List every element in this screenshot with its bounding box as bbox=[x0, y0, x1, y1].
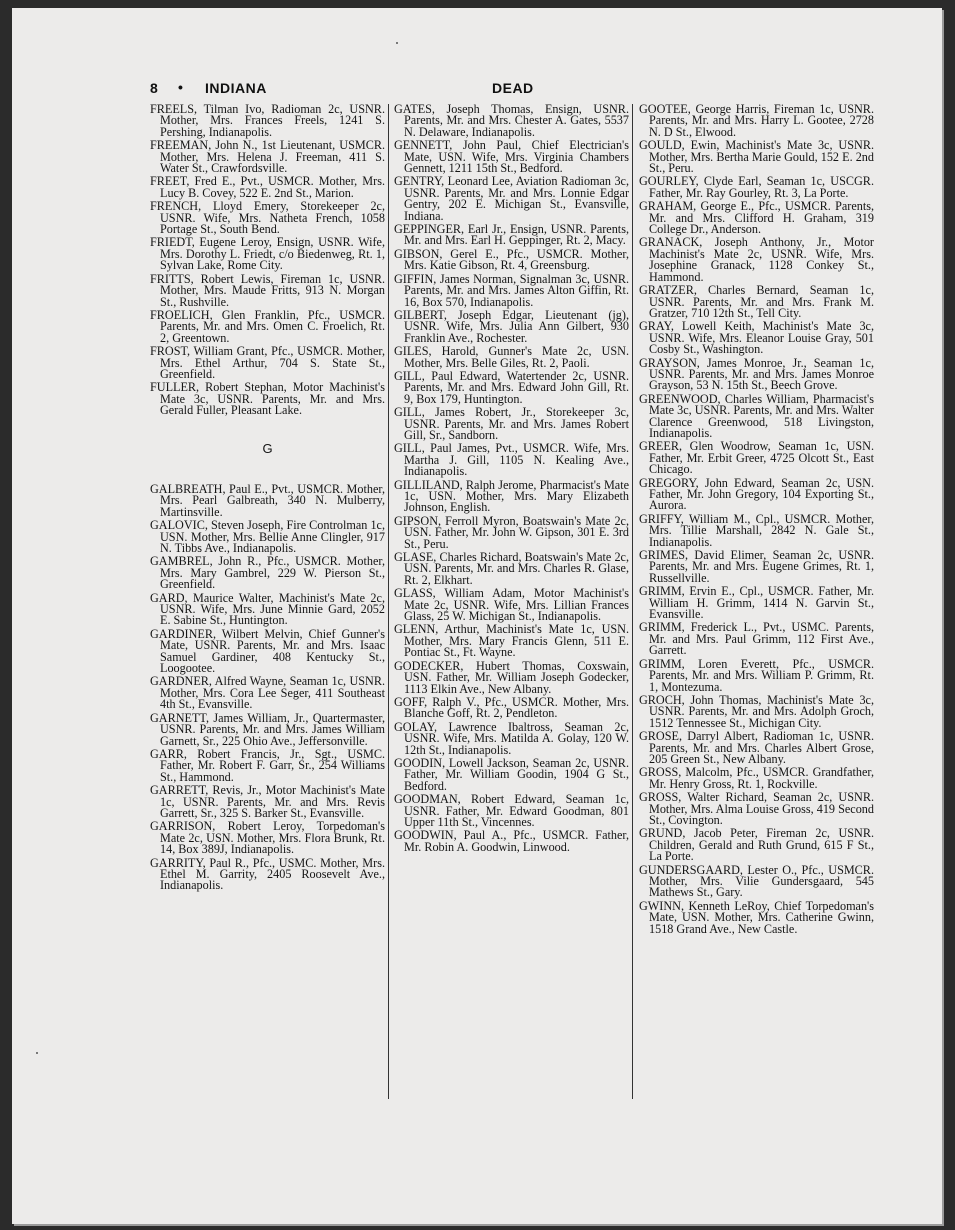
casualty-entry: GRIMM, Ervin E., Cpl., USMCR. Father, Mr. William H. Grimm, 1414 N. Garvin St., Evansville. bbox=[639, 584, 874, 622]
casualty-entry: GRATZER, Charles Bernard, Seaman 1c, USNR. Parents, Mr. and Mrs. Frank M. Gratzer, 710 12th St., Tell City. bbox=[639, 283, 874, 320]
casualty-entry: GRIMM, Frederick L., Pvt., USMC. Parents, Mr. and Mrs. Paul Grimm, 112 First Ave., Garrett. bbox=[639, 620, 874, 658]
casualty-entry: GARNETT, James William, Jr., Quartermaster, USNR. Parents, Mr. and Mrs. James William Garnett, Sr., 225 Ohio Ave., Jeffersonville. bbox=[150, 710, 385, 748]
casualty-entry: GLASE, Charles Richard, Boatswain's Mate 2c, USN. Parents, Mr. and Mrs. Charles R. Glase, Rt. 2, Elkhart. bbox=[394, 550, 629, 587]
casualty-entry: GARD, Maurice Walter, Machinist's Mate 2c, USNR. Wife, Mrs. June Minnie Gard, 2052 E. Sabine St., Huntington. bbox=[150, 590, 385, 628]
casualty-entry: GROSE, Darryl Albert, Radioman 1c, USNR. Parents, Mr. and Mrs. Charles Albert Grose, 205 Green St., New Albany. bbox=[639, 729, 874, 766]
casualty-entry: GROCH, John Thomas, Machinist's Mate 3c, USNR. Parents, Mr. and Mrs. Adolph Groch, 1512 Tennessee St., Michigan City. bbox=[639, 692, 874, 730]
casualty-entry: GREGORY, John Edward, Seaman 2c, USN. Father, Mr. John Gregory, 104 Exporting St., Aurora. bbox=[639, 475, 874, 513]
casualty-entry: GARDINER, Wilbert Melvin, Chief Gunner's Mate, USNR. Parents, Mr. and Mrs. Isaac Samuel Gardiner, 408 Kentucky St., Loogootee. bbox=[150, 626, 385, 676]
casualty-entry: GARDNER, Alfred Wayne, Seaman 1c, USNR. Mother, Mrs. Cora Lee Seger, 411 Southeast 4th St., Evansville. bbox=[150, 674, 385, 712]
casualty-entry: GOOTEE, George Harris, Fireman 1c, USNR. Parents, Mr. and Mrs. Harry L. Gootee, 2728 N. D St., Elwood. bbox=[639, 102, 874, 139]
casualty-entry: GILLILAND, Ralph Jerome, Pharmacist's Mate 1c, USN. Mother, Mrs. Mary Elizabeth Johnson, English. bbox=[394, 477, 629, 515]
casualty-entry: GOFF, Ralph V., Pfc., USMCR. Mother, Mrs. Blanche Goff, Rt. 2, Pendleton. bbox=[394, 694, 629, 721]
print-speck bbox=[396, 42, 398, 44]
casualty-entry: GALOVIC, Steven Joseph, Fire Controlman 1c, USN. Mother, Mrs. Bellie Anne Clingler, 917 N. Tibbs Ave., Indianapolis. bbox=[150, 518, 385, 555]
casualty-entry: GARRETT, Revis, Jr., Motor Machinist's Mate 1c, USNR. Parents, Mr. and Mrs. Revis Garrett, Sr., 325 S. Barker St., Evansville. bbox=[150, 783, 385, 820]
column-divider bbox=[388, 104, 389, 1099]
casualty-entry: GOLAY, Lawrence Ibaltross, Seaman 2c, USNR. Wife, Mrs. Matilda A. Golay, 120 W. 12th St., Indianapolis. bbox=[394, 719, 629, 757]
casualty-entry: FROELICH, Glen Franklin, Pfc., USMCR. Parents, Mr. and Mrs. Omen C. Froelich, Rt. 2, Greentown. bbox=[150, 307, 385, 345]
casualty-entry: FULLER, Robert Stephan, Motor Machinist's Mate 3c, USNR. Parents, Mr. and Mrs. Gerald Fuller, Pleasant Lake. bbox=[150, 380, 385, 418]
casualty-entry: FROST, William Grant, Pfc., USMCR. Mother, Mrs. Ethel Arthur, 704 S. State St., Greenfield. bbox=[150, 344, 385, 381]
casualty-entry: GROSS, Malcolm, Pfc., USMCR. Grandfather, Mr. Henry Gross, Rt. 1, Rockville. bbox=[639, 765, 874, 791]
casualty-entry: GWINN, Kenneth LeRoy, Chief Torpedoman's Mate, USN. Mother, Mrs. Catherine Gwinn, 1518 Grand Ave., New Castle. bbox=[639, 898, 874, 936]
casualty-entry: GENTRY, Leonard Lee, Aviation Radioman 3c, USNR. Parents, Mr. and Mrs. Lonnie Edgar Gentry, 202 E. Michigan St., Evansville, Indiana. bbox=[394, 174, 629, 223]
casualty-entry: GRIFFY, William M., Cpl., USMCR. Mother, Mrs. Tillie Marshall, 2842 N. Gale St., Indianapolis. bbox=[639, 511, 874, 549]
casualty-entry: FRIEDT, Eugene Leroy, Ensign, USNR. Wife, Mrs. Dorothy L. Friedt, c/o Biedenweg, Rt. 1, Sylvan Lake, Rome City. bbox=[150, 235, 385, 273]
casualty-entry: GREENWOOD, Charles William, Pharmacist's Mate 3c, USNR. Parents, Mr. and Mrs. Walter Clarence Greenwood, 518 Livingston, Indianapolis. bbox=[639, 391, 874, 440]
casualty-entry: GOURLEY, Clyde Earl, Seaman 1c, USCGR. Father, Mr. Ray Gourley, Rt. 3, La Porte. bbox=[639, 174, 874, 200]
casualty-entry: GILL, Paul Edward, Watertender 2c, USNR. Parents, Mr. and Mrs. Edward John Gill, Rt. 9, Box 179, Huntington. bbox=[394, 368, 629, 406]
state-heading: INDIANA bbox=[205, 80, 267, 96]
casualty-entry: GOODWIN, Paul A., Pfc., USMCR. Father, Mr. Robin A. Goodwin, Linwood. bbox=[394, 828, 629, 854]
section-heading: DEAD bbox=[492, 80, 534, 96]
column-1 bbox=[150, 104, 385, 894]
casualty-entry: FREELS, Tilman Ivo, Radioman 2c, USNR. Mother, Mrs. Frances Freels, 1241 S. Pershing, Indianapolis. bbox=[150, 102, 385, 139]
letter-heading: G bbox=[262, 440, 273, 456]
casualty-entry: GREER, Glen Woodrow, Seaman 1c, USN. Father, Mr. Erbit Greer, 4725 Olcott St., East Chicago. bbox=[639, 439, 874, 477]
casualty-entry: GENNETT, John Paul, Chief Electrician's Mate, USN. Wife, Mrs. Virginia Chambers Gennett, 1211 15th St., Bedford. bbox=[394, 138, 629, 176]
casualty-entry: GRAHAM, George E., Pfc., USMCR. Parents, Mr. and Mrs. Clifford H. Graham, 319 College Dr., Anderson. bbox=[639, 199, 874, 237]
casualty-entry: GAMBREL, John R., Pfc., USMCR. Mother, Mrs. Mary Gambrel, 229 W. Pierson St., Greenfield. bbox=[150, 554, 385, 592]
casualty-entry: GODECKER, Hubert Thomas, Coxswain, USN. Father, Mr. William Joseph Godecker, 1113 Elkin Ave., New Albany. bbox=[394, 658, 629, 696]
casualty-entry: FRENCH, Lloyd Emery, Storekeeper 2c, USNR. Wife, Mrs. Natheta French, 1058 Portage St., South Bend. bbox=[150, 199, 385, 237]
casualty-entry: GRIMES, David Elimer, Seaman 2c, USNR. Parents, Mr. and Mrs. Eugene Grimes, Rt. 1, Russellville. bbox=[639, 548, 874, 585]
casualty-entry: GRIMM, Loren Everett, Pfc., USMCR. Parents, Mr. and Mrs. William P. Grimm, Rt. 1, Montezuma. bbox=[639, 656, 874, 694]
casualty-entry: FRITTS, Robert Lewis, Fireman 1c, USNR. Mother, Mrs. Maude Fritts, 913 N. Morgan St., Rushville. bbox=[150, 271, 385, 309]
casualty-entry: FREEMAN, John N., 1st Lieutenant, USMCR. Mother, Mrs. Helena J. Freeman, 411 S. Water St., Crawfordsville. bbox=[150, 138, 385, 176]
casualty-entry: GILL, James Robert, Jr., Storekeeper 3c, USNR. Parents, Mr. and Mrs. James Robert Gill, Sr., Sandborn. bbox=[394, 405, 629, 442]
casualty-entry: GROSS, Walter Richard, Seaman 2c, USNR. Mother, Mrs. Alma Louise Gross, 419 Second St., Covington. bbox=[639, 790, 874, 827]
header-bullet: • bbox=[178, 79, 183, 95]
casualty-entry: GEPPINGER, Earl Jr., Ensign, USNR. Parents, Mr. and Mrs. Earl H. Geppinger, Rt. 2, Macy. bbox=[394, 222, 629, 248]
casualty-entry: GRUND, Jacob Peter, Fireman 2c, USNR. Children, Gerald and Ruth Grund, 615 F St., La Porte. bbox=[639, 826, 874, 864]
casualty-entry: GOODMAN, Robert Edward, Seaman 1c, USNR. Father, Mr. Edward Goodman, 801 Upper 11th St., Vincennes. bbox=[394, 792, 629, 829]
casualty-entry: GLASS, William Adam, Motor Machinist's Mate 2c, USNR. Wife, Mrs. Lillian Frances Glass, 25 W. Michigan St., Indianapolis. bbox=[394, 586, 629, 624]
casualty-entry: GARRITY, Paul R., Pfc., USMC. Mother, Mrs. Ethel M. Garrity, 2405 Roosevelt Ave., Indianapolis. bbox=[150, 855, 385, 893]
column-divider bbox=[632, 104, 633, 1099]
casualty-entry: GIBSON, Gerel E., Pfc., USMCR. Mother, Mrs. Katie Gibson, Rt. 4, Greensburg. bbox=[394, 246, 629, 273]
casualty-entry: GILL, Paul James, Pvt., USMCR. Wife, Mrs. Martha J. Gill, 1105 N. Kealing Ave., Indianapolis. bbox=[394, 441, 629, 479]
casualty-entry: FREET, Fred E., Pvt., USMCR. Mother, Mrs. Lucy B. Covey, 522 E. 2nd St., Marion. bbox=[150, 174, 385, 200]
casualty-entry: GILBERT, Joseph Edgar, Lieutenant (jg), USNR. Wife, Mrs. Julia Ann Gilbert, 930 Franklin Ave., Rochester. bbox=[394, 307, 629, 345]
casualty-entry: GLENN, Arthur, Machinist's Mate 1c, USN. Mother, Mrs. Mary Francis Glenn, 511 E. Pontiac St., Ft. Wayne. bbox=[394, 622, 629, 660]
page-header bbox=[150, 80, 870, 100]
column-3 bbox=[639, 104, 874, 937]
casualty-entry: GUNDERSGAARD, Lester O., Pfc., USMCR. Mother, Mrs. Vilie Gundersgaard, 545 Mathews St., Gary. bbox=[639, 862, 874, 900]
casualty-entry: GATES, Joseph Thomas, Ensign, USNR. Parents, Mr. and Mrs. Chester A. Gates, 5537 N. Delaware, Indianapolis. bbox=[394, 102, 629, 139]
casualty-entry: GALBREATH, Paul E., Pvt., USMCR. Mother, Mrs. Pearl Galbreath, 340 N. Mulberry, Martinsville. bbox=[150, 481, 385, 519]
casualty-entry: GOODIN, Lowell Jackson, Seaman 2c, USNR. Father, Mr. William Goodin, 1904 G St., Bedford. bbox=[394, 755, 629, 793]
document-page bbox=[12, 8, 942, 1224]
casualty-entry: GRANACK, Joseph Anthony, Jr., Motor Machinist's Mate 2c, USNR. Wife, Mrs. Josephine Granack, 1128 Conkey St., Hammond. bbox=[639, 235, 874, 284]
print-speck bbox=[36, 1052, 38, 1054]
casualty-entry: GARR, Robert Francis, Jr., Sgt., USMC. Father, Mr. Robert F. Garr, Sr., 254 Williams St., Hammond. bbox=[150, 746, 385, 784]
casualty-entry: GIPSON, Ferroll Myron, Boatswain's Mate 2c, USN. Father, Mr. John W. Gipson, 301 E. 3rd St., Peru. bbox=[394, 513, 629, 551]
page-number: 8 bbox=[150, 80, 158, 96]
casualty-entry: GARRISON, Robert Leroy, Torpedoman's Mate 2c, USN. Mother, Mrs. Flora Brunk, Rt. 14, Box 389J, Indianapolis. bbox=[150, 819, 385, 857]
casualty-entry: GRAY, Lowell Keith, Machinist's Mate 3c, USNR. Wife, Mrs. Eleanor Louise Gray, 501 Cosby St., Washington. bbox=[639, 319, 874, 357]
casualty-entry: GOULD, Ewin, Machinist's Mate 3c, USNR. Mother, Mrs. Bertha Marie Gould, 152 E. 2nd St., Peru. bbox=[639, 138, 874, 176]
casualty-entry: GIFFIN, James Norman, Signalman 3c, USNR. Parents, Mr. and Mrs. James Alton Giffin, Rt. 16, Box 570, Indianapolis. bbox=[394, 271, 629, 309]
casualty-entry: GILES, Harold, Gunner's Mate 2c, USN. Mother, Mrs. Belle Giles, Rt. 2, Paoli. bbox=[394, 344, 629, 370]
column-2 bbox=[394, 104, 629, 855]
casualty-entry: GRAYSON, James Monroe, Jr., Seaman 1c, USNR. Parents, Mr. and Mrs. James Monroe Grayson, 53 N. 15th St., Beech Grove. bbox=[639, 355, 874, 393]
